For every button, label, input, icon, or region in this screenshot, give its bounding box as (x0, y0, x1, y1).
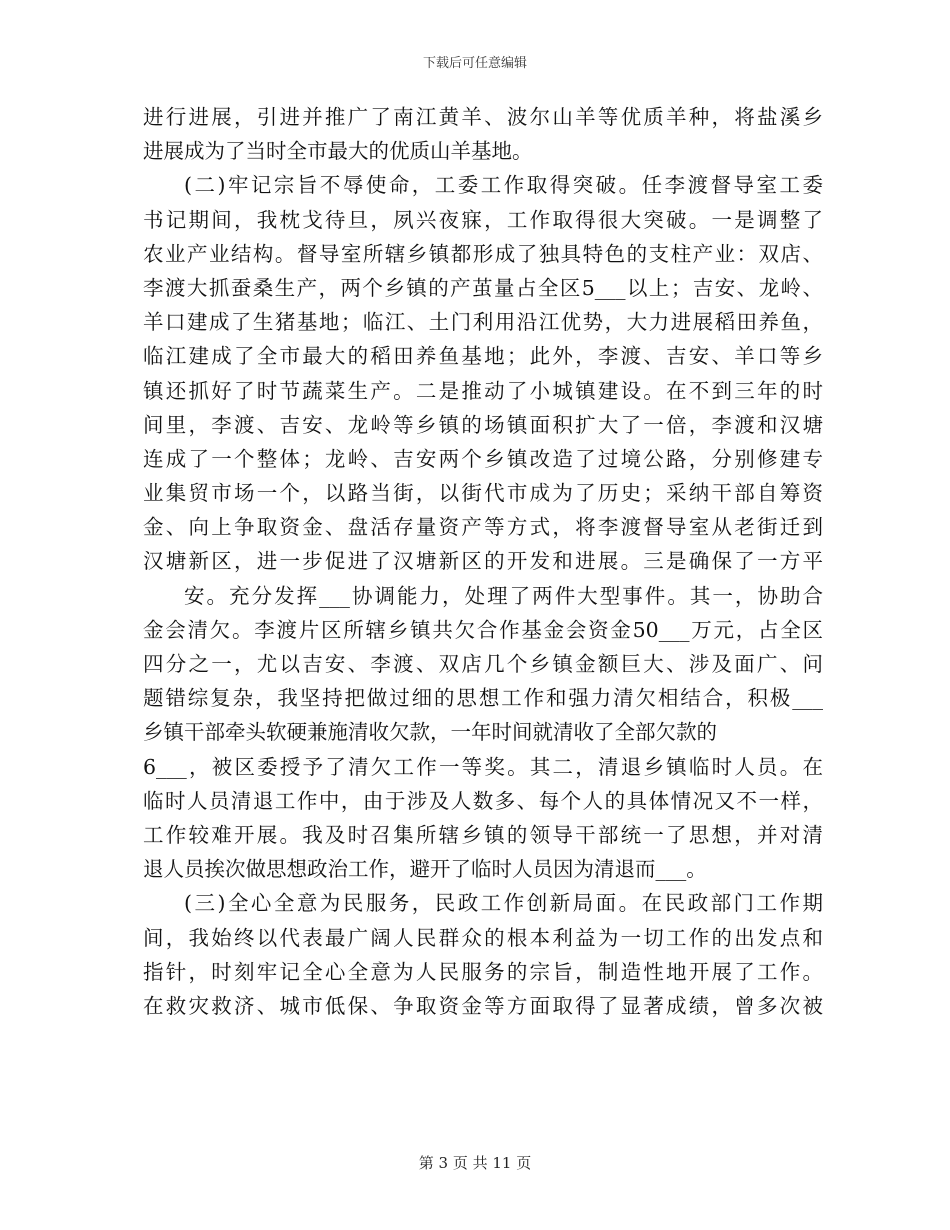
text-line: 镇还抓好了时节蔬菜生产。二是推动了小城镇建设。在不到三年的时 (143, 378, 823, 403)
text-line: 间里，李渡、吉安、龙岭等乡镇的场镇面积扩大了一倍，李渡和汉塘 (143, 412, 823, 437)
text-line: 进展成为了当时全市最大的优质山羊基地。 (143, 139, 533, 164)
paragraph-first-line: (二)牢记宗旨不辱使命，工委工作取得突破。任李渡督导室工委 (184, 173, 823, 198)
text-line: 临时人员清退工作中，由于涉及人数多、每个人的具体情况又不一样， (143, 788, 823, 813)
text-line: 题错综复杂，我坚持把做过细的思想工作和强力清欠相结合，积极___ (143, 686, 823, 711)
text-line: 进行进展，引进并推广了南江黄羊、波尔山羊等优质羊种，将盐溪乡 (143, 105, 823, 129)
page-header: 下载后可任意编辑 (422, 56, 527, 71)
text-line: 书记期间，我枕戈待旦，夙兴夜寐，工作取得很大突破。一是调整了 (143, 207, 823, 232)
text-line: 乡镇干部牵头软硬兼施清收欠款，一年时间就清收了全部欠款的 (143, 720, 717, 745)
text-line: 金会清欠。李渡片区所辖乡镇共欠合作基金会资金50___万元，占全区 (143, 617, 823, 642)
text-line: 工作较难开展。我及时召集所辖乡镇的领导干部统一了思想，并对清 (143, 822, 823, 847)
text-line: 间，我始终以代表最广阔人民群众的根本利益为一切工作的出发点和 (143, 925, 823, 950)
text-line: 农业产业结构。督导室所辖乡镇都形成了独具特色的支柱产业：双店、 (143, 241, 823, 266)
text-line: 在救灾救济、城市低保、争取资金等方面取得了显著成绩，曾多次被 (143, 993, 823, 1018)
text-line: 临江建成了全市最大的稻田养鱼基地；此外，李渡、吉安、羊口等乡 (143, 344, 823, 369)
text-line: 6___，被区委授予了清欠工作一等奖。其二，清退乡镇临时人员。在 (143, 754, 823, 779)
text-line: 退人员挨次做思想政治工作，避开了临时人员因为清退而___。 (143, 857, 707, 882)
text-line: 指针，时刻牢记全心全意为人民服务的宗旨，制造性地开展了工作。 (143, 959, 823, 984)
text-line: 安。充分发挥___协调能力，处理了两件大型事件。其一，协助合 (184, 583, 823, 608)
body-text (143, 100, 823, 1023)
text-line: 金、向上争取资金、盘活存量资产等方式，将李渡督导室从老街迁到 (143, 515, 823, 540)
text-line: 李渡大抓蚕桑生产，两个乡镇的产茧量占全区5___以上；吉安、龙岭、 (143, 275, 823, 300)
text-line: 四分之一，尤以吉安、李渡、双店几个乡镇金额巨大、涉及面广、问 (143, 652, 823, 676)
text-line: 汉塘新区，进一步促进了汉塘新区的开发和进展。三是确保了一方平 (143, 549, 823, 574)
page-footer: 第 3 页 共 11 页 (418, 1154, 532, 1172)
text-line: 连成了一个整体；龙岭、吉安两个乡镇改造了过境公路，分别修建专 (143, 446, 823, 471)
text-line: 业集贸市场一个，以路当街，以街代市成为了历史；采纳干部自筹资 (143, 481, 823, 506)
text-line: 羊口建成了生猪基地；临江、土门利用沿江优势，大力进展稻田养鱼， (143, 310, 823, 335)
paragraph-first-line: (三)全心全意为民服务，民政工作创新局面。在民政部门工作期 (184, 891, 823, 916)
